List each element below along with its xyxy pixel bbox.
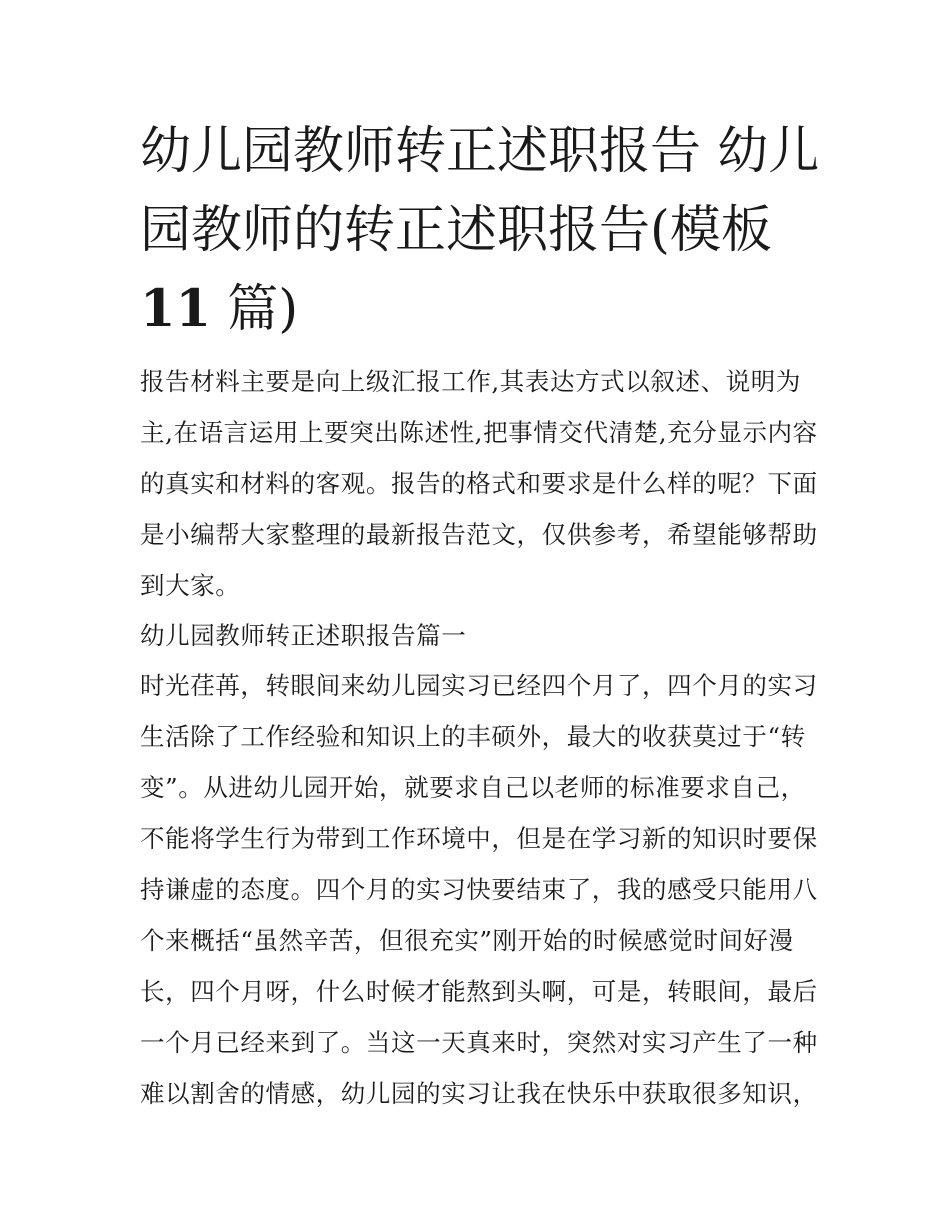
text-line: 时光荏苒，转眼间来幼儿园实习已经四个月了，四个月的实习 xyxy=(140,671,818,700)
text-line: 生活除了工作经验和知识上的丰硕外，最大的收获莫过于“转 xyxy=(140,722,806,751)
text-line: 持谦虚的态度。四个月的实习快要结束了，我的感受只能用八 xyxy=(140,875,818,904)
title-line: 幼儿园教师转正述职报告 幼儿 xyxy=(140,122,820,181)
text-line: 报告材料主要是向上级汇报工作,其表达方式以叙述、说明为 xyxy=(140,367,801,396)
text-line: 长，四个月呀，什么时候才能熬到头啊，可是，转眼间，最后 xyxy=(140,977,818,1006)
text-line: 到大家。 xyxy=(140,571,241,600)
text-line: 难以割舍的情感，幼儿园的实习让我在快乐中获取很多知识， xyxy=(140,1079,818,1108)
document-body xyxy=(140,356,820,1119)
text-line: 变”。从进幼儿园开始，就要求自己以老师的标准要求自己， xyxy=(140,773,806,802)
title-line: 园教师的转正述职报告(模板 xyxy=(140,201,772,260)
text-line: 主,在语言运用上要突出陈述性,把事情交代清楚,充分显示内容 xyxy=(140,418,818,447)
document-title xyxy=(140,112,820,349)
text-line: 个来概括“虽然辛苦，但很充实”刚开始的时候感觉时间好漫 xyxy=(140,926,794,955)
text-line: 一个月已经来到了。当这一天真来时，突然对实习产生了一种 xyxy=(140,1028,818,1057)
title-line xyxy=(140,270,820,349)
title-count: 11 xyxy=(140,279,211,339)
text-line: 不能将学生行为带到工作环境中，但是在学习新的知识时要保 xyxy=(140,824,818,853)
text-line: 的真实和材料的客观。报告的格式和要求是什么样的呢？下面 xyxy=(140,469,818,498)
title-suffix: 篇) xyxy=(210,280,299,339)
intro-paragraph xyxy=(140,356,820,611)
text-line: 是小编帮大家整理的最新报告范文，仅供参考，希望能够帮助 xyxy=(140,520,818,549)
section-heading: 幼儿园教师转正述职报告篇一 xyxy=(140,621,467,650)
document-page xyxy=(140,112,820,1119)
section-paragraph xyxy=(140,660,820,1119)
